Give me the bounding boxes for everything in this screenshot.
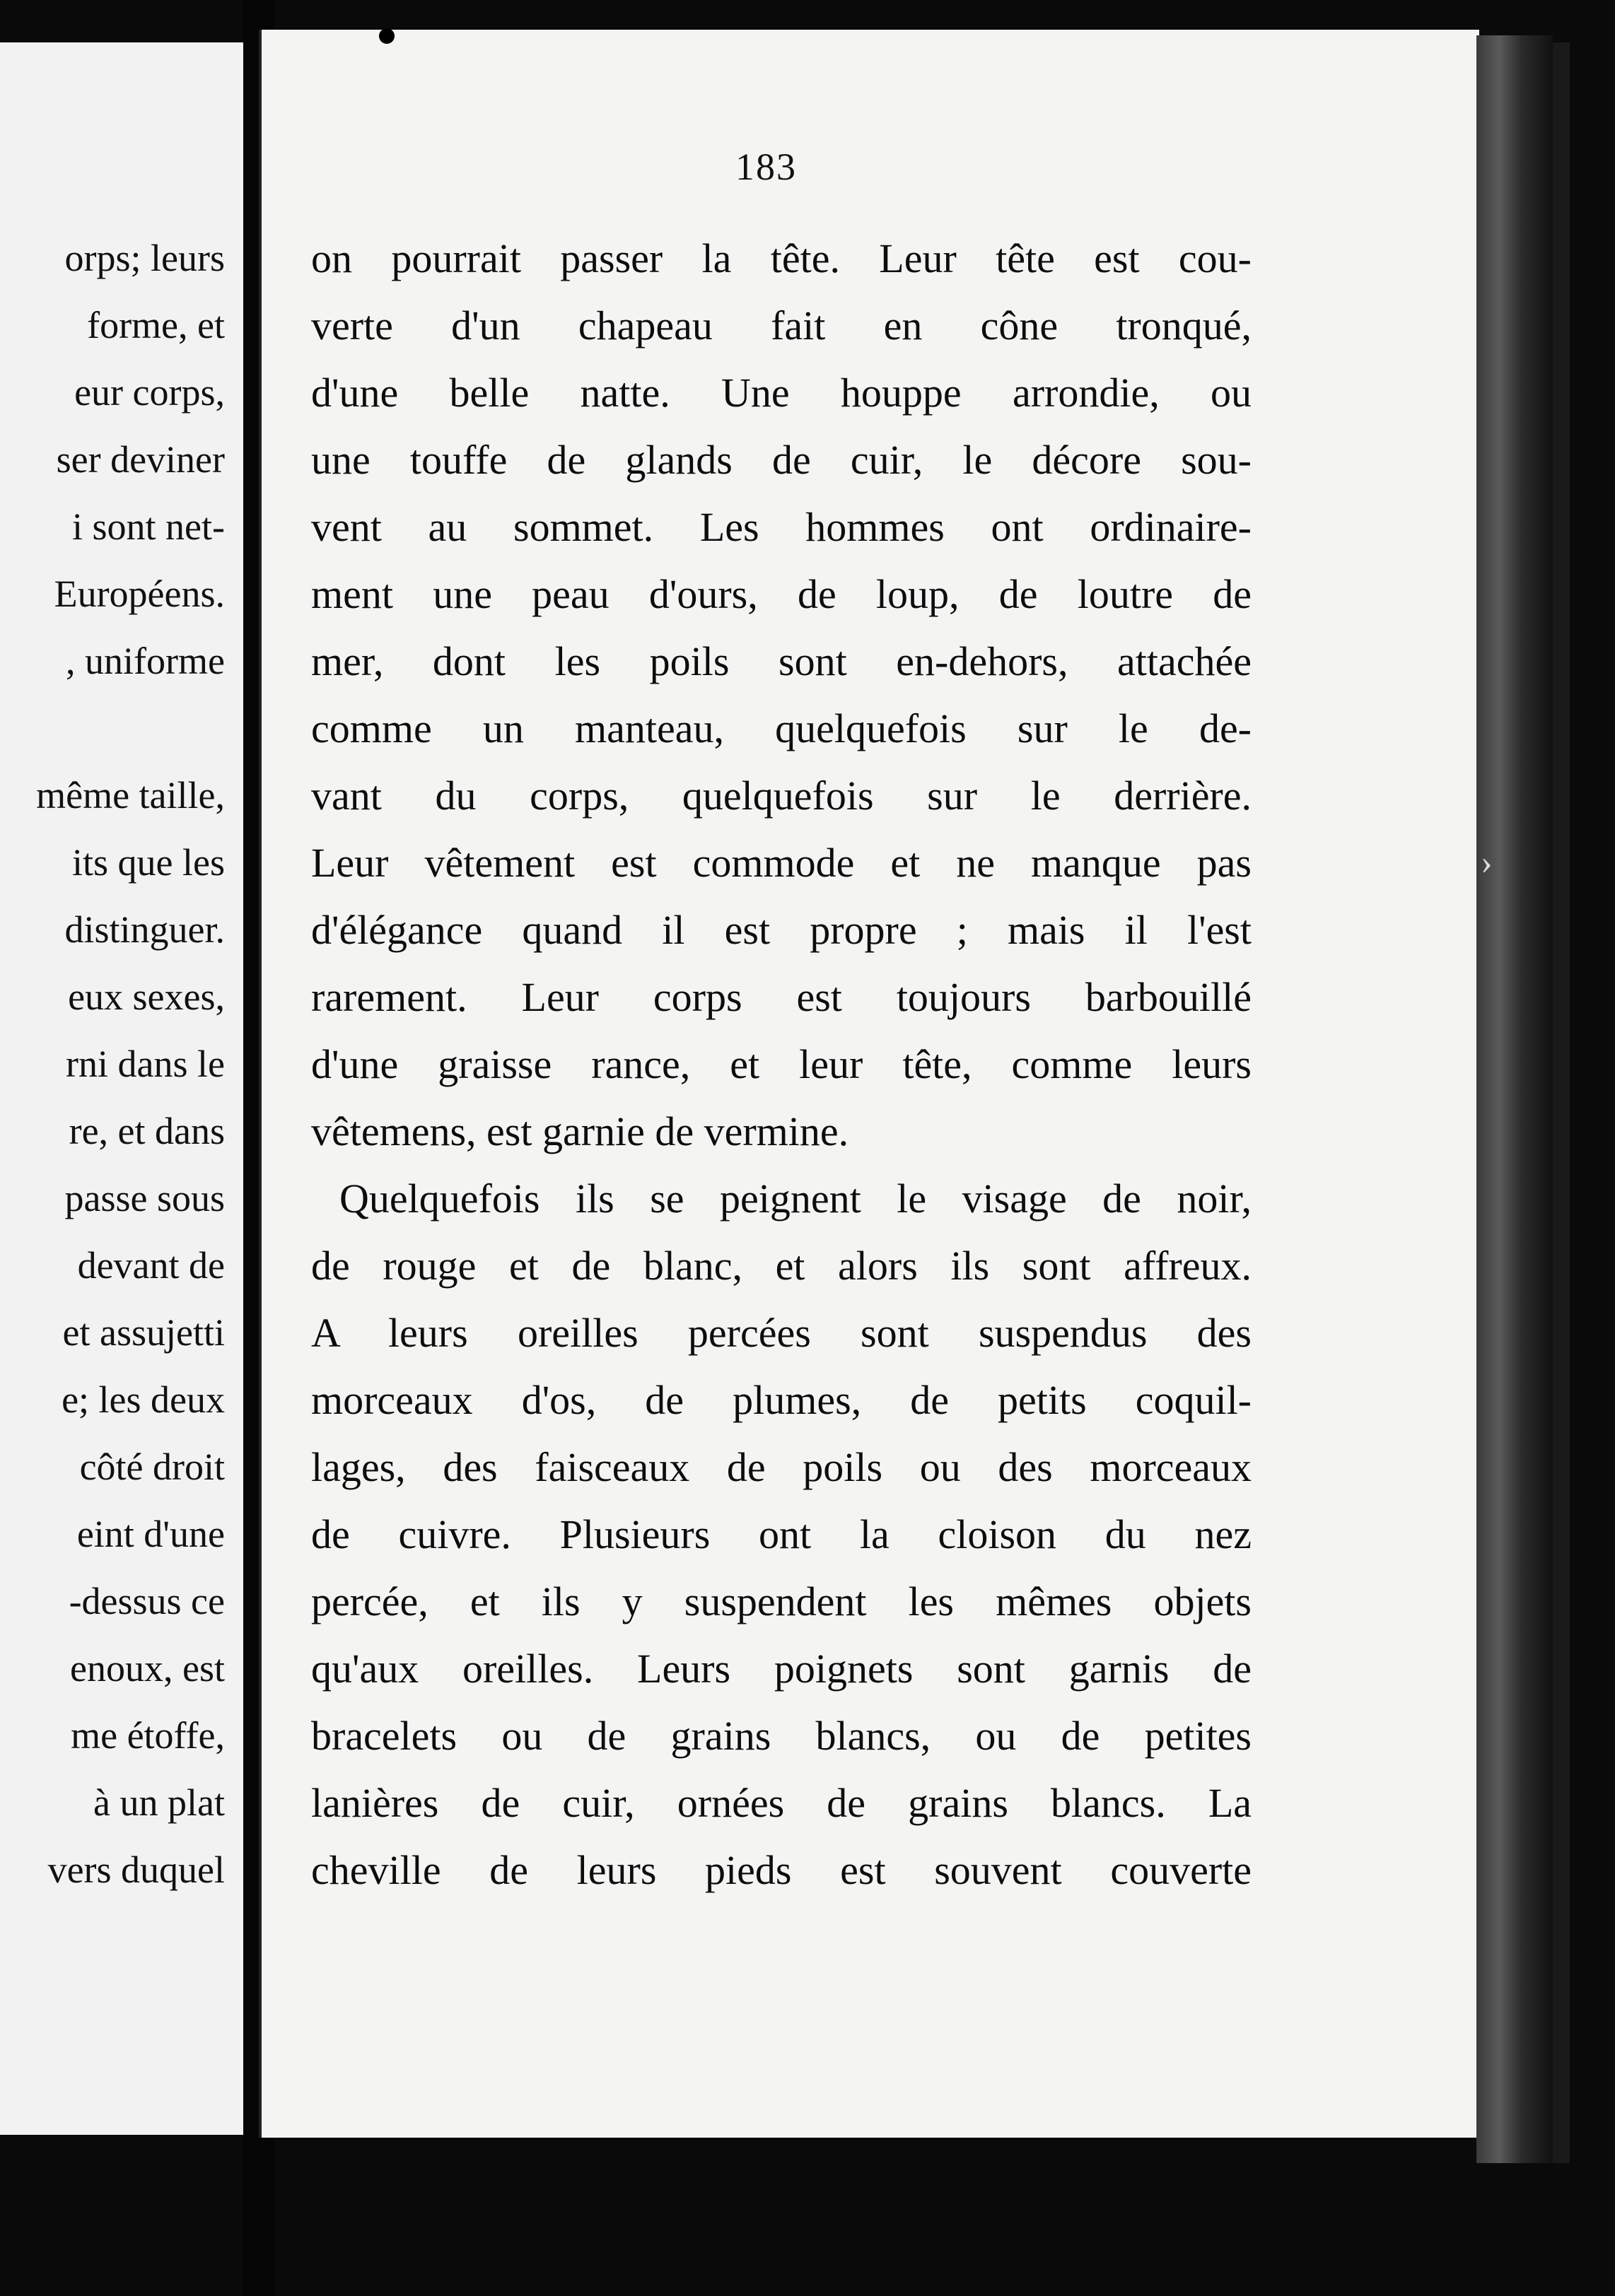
left-line: rni dans le bbox=[66, 1043, 225, 1085]
text-line: comme un manteau, quelquefois sur le de- bbox=[311, 705, 1252, 751]
left-line: orps; leurs bbox=[64, 237, 225, 279]
left-line: e; les deux bbox=[62, 1378, 225, 1421]
text-line: cheville de leurs pieds est souvent couverte bbox=[311, 1847, 1252, 1893]
right-page-text bbox=[311, 225, 1252, 1904]
left-line: enoux, est bbox=[70, 1647, 225, 1689]
left-line: et assujetti bbox=[62, 1311, 225, 1354]
left-line: Européens. bbox=[54, 573, 225, 615]
left-line: passe sous bbox=[64, 1177, 225, 1219]
left-line: forme, et bbox=[87, 304, 225, 346]
left-line: its que les bbox=[72, 841, 225, 884]
edge-mark: › bbox=[1481, 842, 1493, 882]
text-line: d'une graisse rance, et leur tête, comme leurs bbox=[311, 1041, 1252, 1087]
text-line: percée, et ils y suspendent les mêmes objets bbox=[311, 1578, 1252, 1624]
text-line: ment une peau d'ours, de loup, de loutre de bbox=[311, 571, 1252, 617]
text-line: d'élégance quand il est propre ; mais il l'est bbox=[311, 907, 1252, 953]
text-line: Quelquefois ils se peignent le visage de noir, bbox=[339, 1176, 1252, 1222]
text-line: Leur vêtement est commode et ne manque pas bbox=[311, 840, 1252, 886]
text-line: rarement. Leur corps est toujours barbouillé bbox=[311, 974, 1252, 1020]
text-line: vent au sommet. Les hommes ont ordinaire- bbox=[311, 504, 1252, 550]
text-line: A leurs oreilles percées sont suspendus des bbox=[311, 1310, 1252, 1356]
left-line: me étoffe, bbox=[71, 1714, 225, 1757]
left-line bbox=[36, 695, 225, 762]
left-page bbox=[0, 42, 249, 2135]
text-line: d'une belle natte. Une houppe arrondie, ou bbox=[311, 370, 1252, 416]
left-line: côté droit bbox=[79, 1446, 225, 1488]
text-line: vêtemens, est garnie de vermine. bbox=[311, 1108, 849, 1154]
ink-spot bbox=[379, 28, 395, 44]
left-line: même taille, bbox=[36, 774, 225, 816]
text-line: une touffe de glands de cuir, le décore sou- bbox=[311, 437, 1252, 483]
left-line: vers duquel bbox=[47, 1849, 225, 1891]
text-line: morceaux d'os, de plumes, de petits coquil- bbox=[311, 1377, 1252, 1423]
text-line: de rouge et de blanc, et alors ils sont affreux. bbox=[311, 1243, 1252, 1289]
left-line: à un plat bbox=[93, 1781, 225, 1824]
text-line: qu'aux oreilles. Leurs poignets sont garnis de bbox=[311, 1646, 1252, 1692]
left-line: devant de bbox=[77, 1244, 225, 1287]
text-line: on pourrait passer la tête. Leur tête est cou- bbox=[311, 235, 1252, 281]
text-line: verte d'un chapeau fait en cône tronqué, bbox=[311, 303, 1252, 348]
left-line: eint d'une bbox=[76, 1513, 225, 1555]
left-line: eux sexes, bbox=[68, 976, 225, 1018]
text-line: bracelets ou de grains blancs, ou de petites bbox=[311, 1713, 1252, 1759]
left-line: , uniforme bbox=[66, 640, 225, 682]
page-stack-edge bbox=[1476, 35, 1553, 2163]
left-line: eur corps, bbox=[74, 371, 225, 414]
left-line: i sont net- bbox=[72, 505, 225, 548]
left-line: ser deviner bbox=[56, 438, 225, 481]
book-edge bbox=[1553, 42, 1570, 2163]
text-line: vant du corps, quelquefois sur le derrière. bbox=[311, 773, 1252, 819]
text-line: lages, des faisceaux de poils ou des morceaux bbox=[311, 1444, 1252, 1490]
left-page-text bbox=[36, 225, 225, 1904]
text-line: lanières de cuir, ornées de grains blancs. La bbox=[311, 1780, 1252, 1826]
page-number: 183 bbox=[735, 146, 797, 188]
left-line: -dessus ce bbox=[69, 1580, 225, 1622]
left-line: re, et dans bbox=[69, 1110, 225, 1152]
text-line: de cuivre. Plusieurs ont la cloison du nez bbox=[311, 1511, 1252, 1557]
text-line: mer, dont les poils sont en-dehors, attachée bbox=[311, 638, 1252, 684]
left-line: distinguer. bbox=[64, 908, 225, 951]
